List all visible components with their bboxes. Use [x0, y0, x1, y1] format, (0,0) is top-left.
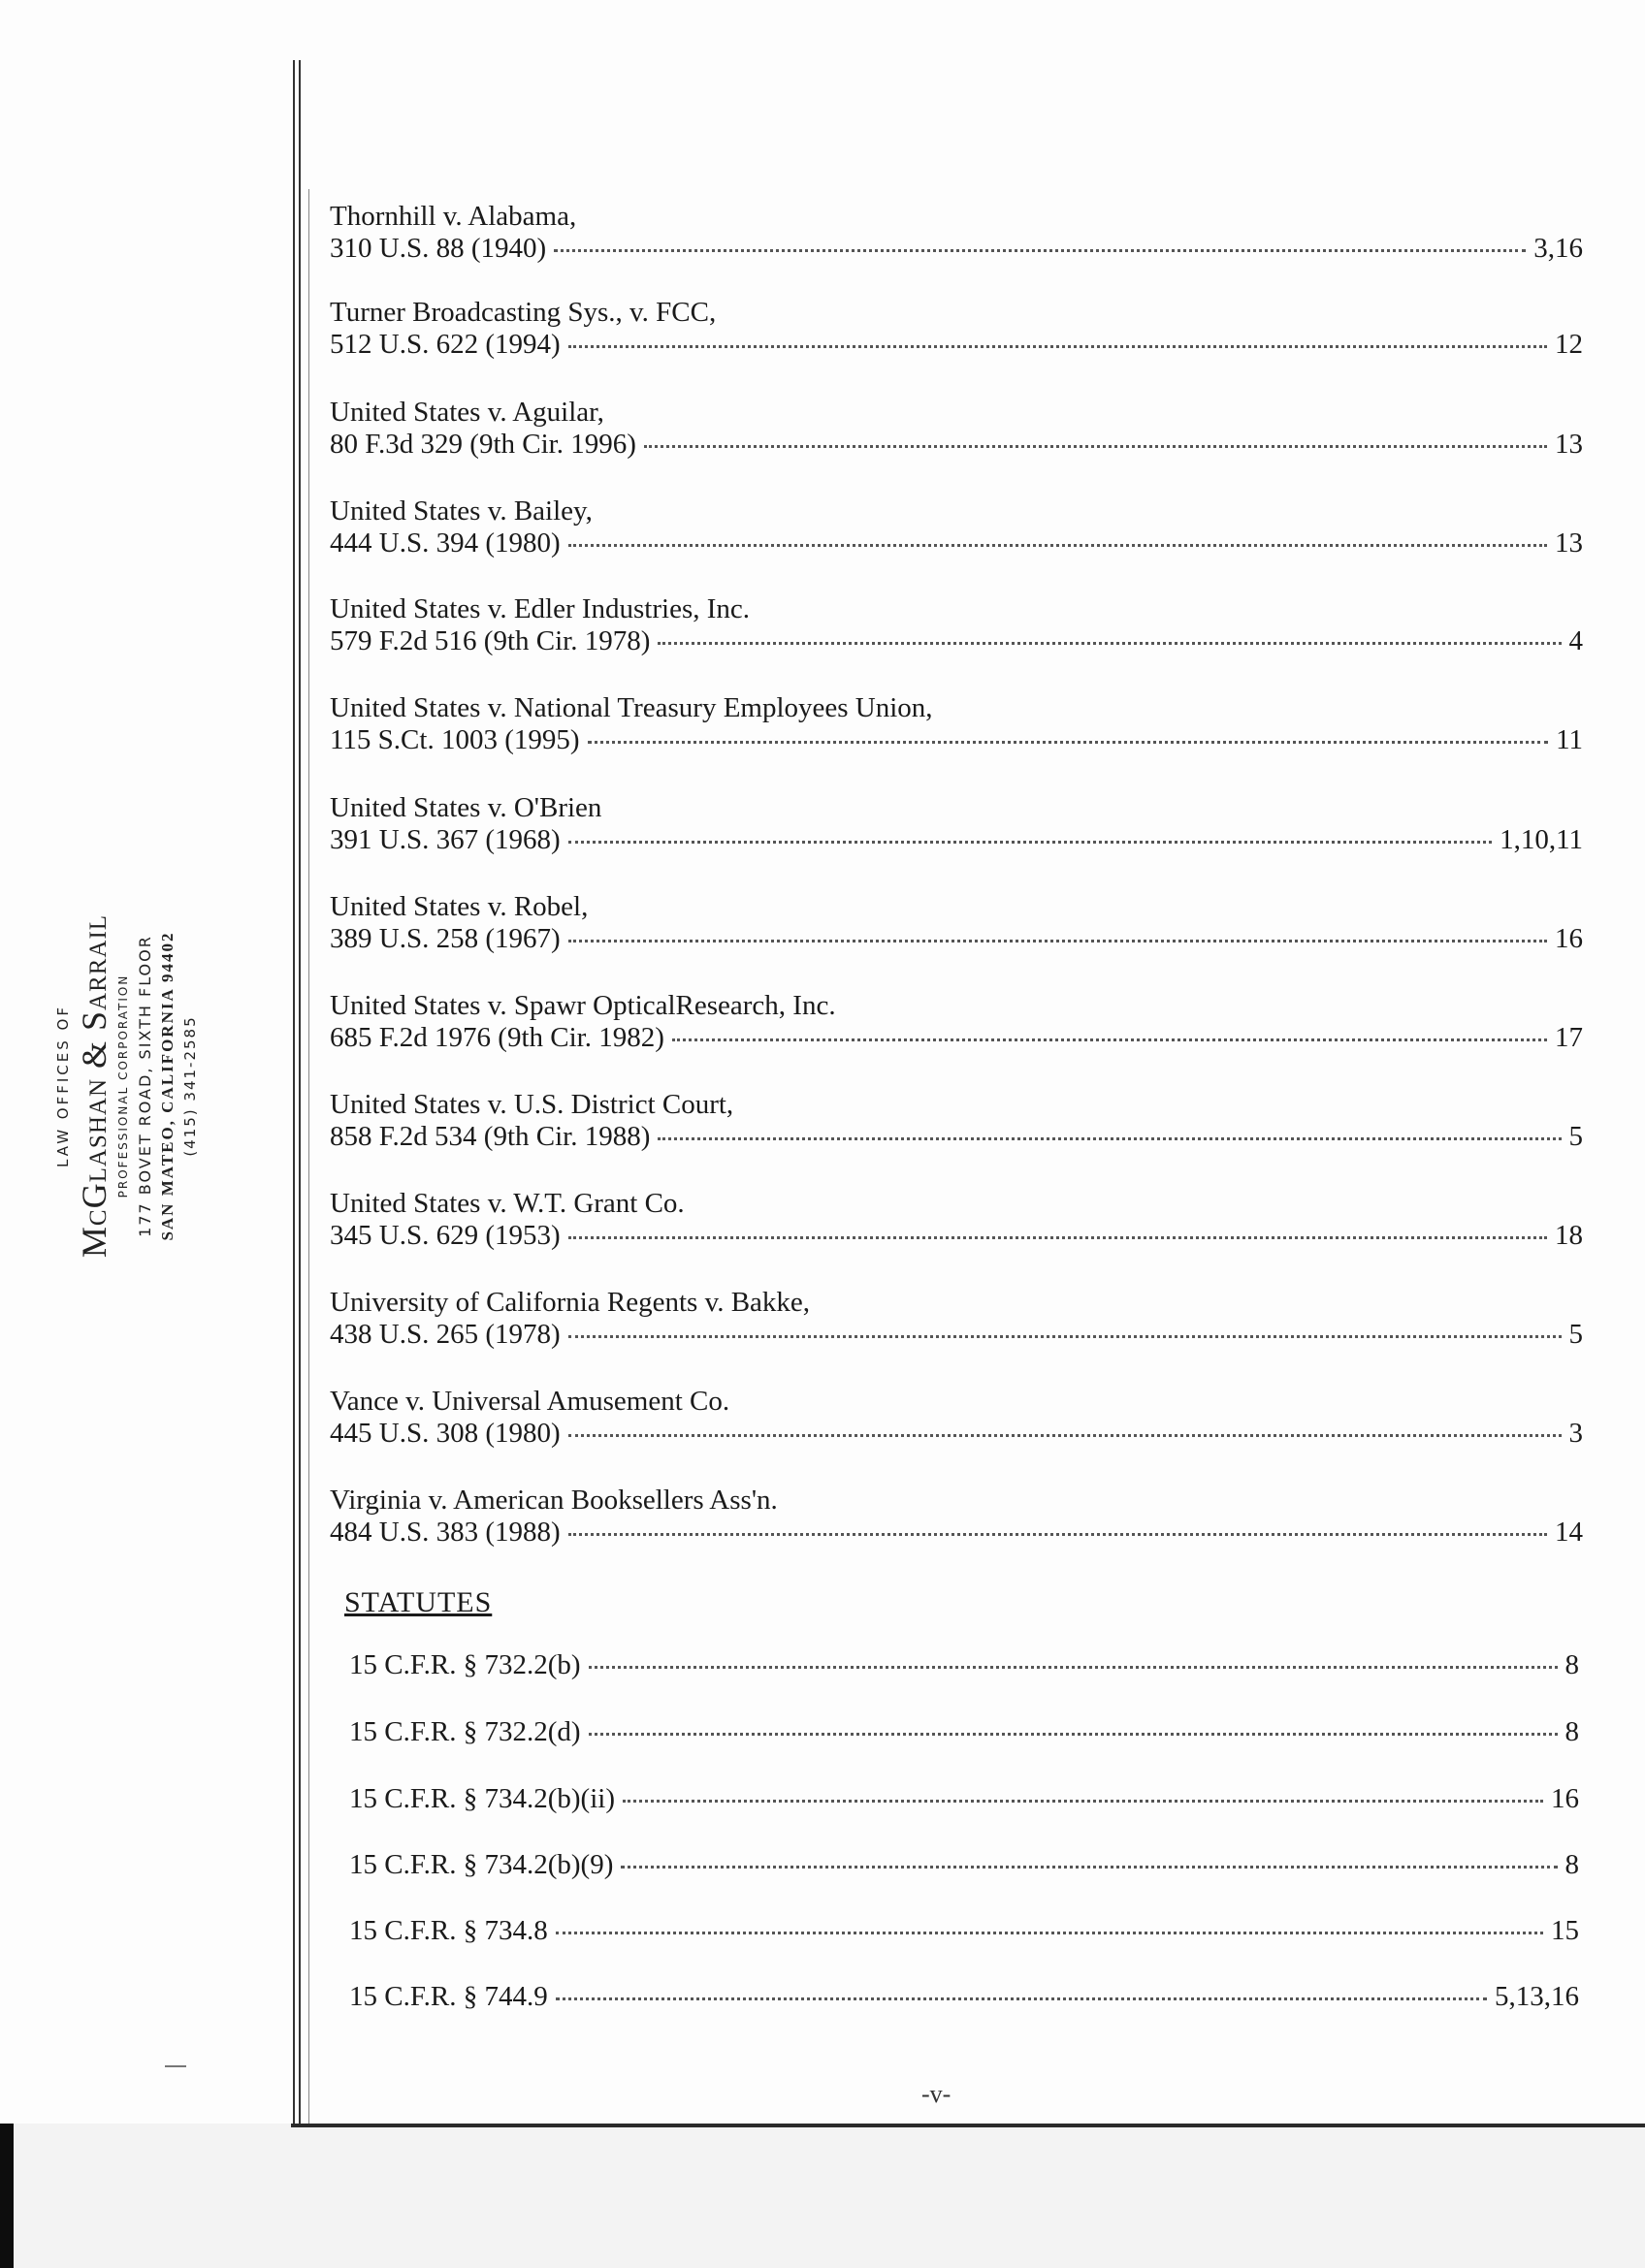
dot-leader — [644, 444, 1547, 448]
margin-rule-inner — [308, 189, 309, 2124]
page-number: -v- — [921, 2080, 952, 2108]
case-citation: 389 U.S. 258 (1967) — [330, 923, 561, 954]
dot-leader — [568, 543, 1547, 547]
statute-entry — [349, 1981, 1579, 2013]
page-references: 16 — [1551, 1783, 1579, 1814]
letterhead-phone: (415) 341-2585 — [180, 1015, 199, 1157]
case-citation: 445 U.S. 308 (1980) — [330, 1418, 561, 1449]
page-references: 5 — [1568, 1319, 1583, 1350]
case-name: United States v. U.S. District Court, — [330, 1089, 734, 1120]
case-entry — [330, 1386, 1583, 1450]
case-entry — [330, 495, 1583, 559]
dot-leader — [658, 1136, 1561, 1140]
dot-leader — [554, 248, 1526, 252]
case-entry — [330, 1188, 1583, 1252]
dot-leader — [588, 740, 1549, 744]
statute-citation: 15 C.F.R. § 734.8 — [349, 1915, 548, 1946]
case-name: United States v. National Treasury Employees Union, — [330, 692, 933, 723]
scanner-edge — [0, 2124, 14, 2268]
case-name: United States v. Edler Industries, Inc. — [330, 593, 751, 624]
case-name: United States v. Robel, — [330, 891, 589, 922]
case-entry — [330, 593, 1583, 657]
page-references: 3,16 — [1533, 233, 1583, 264]
case-entry — [330, 891, 1583, 955]
statute-entry — [349, 1716, 1579, 1748]
statute-entry — [349, 1915, 1579, 1947]
page-references: 18 — [1555, 1220, 1583, 1251]
page-references: 17 — [1555, 1022, 1583, 1053]
case-name: Virginia v. American Booksellers Ass'n. — [330, 1485, 778, 1516]
case-name: University of California Regents v. Bakke, — [330, 1287, 811, 1318]
case-name: United States v. W.T. Grant Co. — [330, 1188, 685, 1219]
case-entry — [330, 1089, 1583, 1153]
case-entry — [330, 1287, 1583, 1351]
letterhead-law-offices: LAW OFFICES OF — [53, 1005, 72, 1167]
letterhead-firm-name: McGlashan & Sarrail — [74, 913, 113, 1259]
dot-leader — [658, 641, 1561, 645]
dot-leader — [568, 1334, 1562, 1338]
case-entry — [330, 397, 1583, 461]
case-citation: 579 F.2d 516 (9th Cir. 1978) — [330, 625, 651, 656]
page-references: 12 — [1555, 329, 1583, 360]
case-entry — [330, 1485, 1583, 1549]
statute-entry — [349, 1849, 1579, 1881]
case-citation: 858 F.2d 534 (9th Cir. 1988) — [330, 1121, 651, 1152]
case-name: United States v. Bailey, — [330, 495, 593, 527]
page-references: 5 — [1568, 1121, 1583, 1152]
page-references: 8 — [1564, 1716, 1579, 1747]
page-references: 5,13,16 — [1495, 1981, 1579, 2012]
statutes-heading: STATUTES — [344, 1586, 493, 1618]
page-references: 13 — [1555, 527, 1583, 559]
case-name: Vance v. Universal Amusement Co. — [330, 1386, 730, 1417]
case-name: Turner Broadcasting Sys., v. FCC, — [330, 297, 717, 328]
dot-leader — [568, 939, 1547, 942]
dot-leader — [672, 1038, 1547, 1041]
case-citation: 391 U.S. 367 (1968) — [330, 824, 561, 855]
case-citation: 512 U.S. 622 (1994) — [330, 329, 561, 360]
page-references: 8 — [1564, 1849, 1579, 1880]
case-entry — [330, 692, 1583, 756]
letterhead-city: SAN MATEO, CALIFORNIA 94402 — [157, 931, 177, 1241]
page-references: 1,10,11 — [1500, 824, 1583, 855]
page-references: 11 — [1556, 724, 1583, 755]
case-entry — [330, 201, 1583, 265]
page-references: 16 — [1555, 923, 1583, 954]
statute-entry — [349, 1649, 1579, 1681]
case-entry — [330, 297, 1583, 361]
page-references: 13 — [1555, 429, 1583, 460]
case-citation: 115 S.Ct. 1003 (1995) — [330, 724, 580, 755]
dot-leader — [568, 1235, 1547, 1239]
statute-citation: 15 C.F.R. § 734.2(b)(9) — [349, 1849, 614, 1880]
statute-citation: 15 C.F.R. § 734.2(b)(ii) — [349, 1783, 615, 1814]
pleading-line-numbers — [0, 0, 301, 2124]
case-entry — [330, 990, 1583, 1054]
page-references: 3 — [1568, 1418, 1583, 1449]
case-name: United States v. Aguilar, — [330, 397, 604, 428]
case-citation: 345 U.S. 629 (1953) — [330, 1220, 561, 1251]
dot-leader — [568, 840, 1492, 844]
dot-leader — [568, 1433, 1562, 1437]
dot-leader — [589, 1732, 1558, 1736]
case-name: United States v. Spawr OpticalResearch, Inc. — [330, 990, 836, 1021]
statute-citation: 15 C.F.R. § 744.9 — [349, 1981, 548, 2012]
case-citation: 685 F.2d 1976 (9th Cir. 1982) — [330, 1022, 664, 1053]
dot-leader — [556, 1996, 1487, 2000]
dot-leader — [556, 1931, 1543, 1934]
case-name: Thornhill v. Alabama, — [330, 201, 577, 232]
dot-leader — [589, 1665, 1558, 1669]
case-citation: 444 U.S. 394 (1980) — [330, 527, 561, 559]
case-name: United States v. O'Brien — [330, 792, 602, 823]
dot-leader — [621, 1865, 1557, 1869]
dot-leader — [568, 344, 1547, 348]
case-citation: 80 F.3d 329 (9th Cir. 1996) — [330, 429, 636, 460]
case-entry — [330, 792, 1583, 856]
letterhead-corporation: PROFESSIONAL CORPORATION — [115, 974, 130, 1198]
page-references: 15 — [1551, 1915, 1579, 1946]
case-citation: 310 U.S. 88 (1940) — [330, 233, 547, 264]
scan-mark — [165, 2065, 186, 2067]
page-references: 8 — [1564, 1649, 1579, 1680]
dot-leader — [568, 1532, 1547, 1536]
dot-leader — [623, 1799, 1543, 1803]
page-bottom-edge — [291, 2124, 1645, 2127]
statute-entry — [349, 1783, 1579, 1815]
page-references: 4 — [1568, 625, 1583, 656]
scanner-background — [0, 2124, 1645, 2268]
statute-citation: 15 C.F.R. § 732.2(d) — [349, 1716, 581, 1747]
case-citation: 438 U.S. 265 (1978) — [330, 1319, 561, 1350]
page-references: 14 — [1555, 1517, 1583, 1548]
case-citation: 484 U.S. 383 (1988) — [330, 1517, 561, 1548]
statute-citation: 15 C.F.R. § 732.2(b) — [349, 1649, 581, 1680]
letterhead-address: 177 BOVET ROAD, SIXTH FLOOR — [135, 935, 154, 1237]
